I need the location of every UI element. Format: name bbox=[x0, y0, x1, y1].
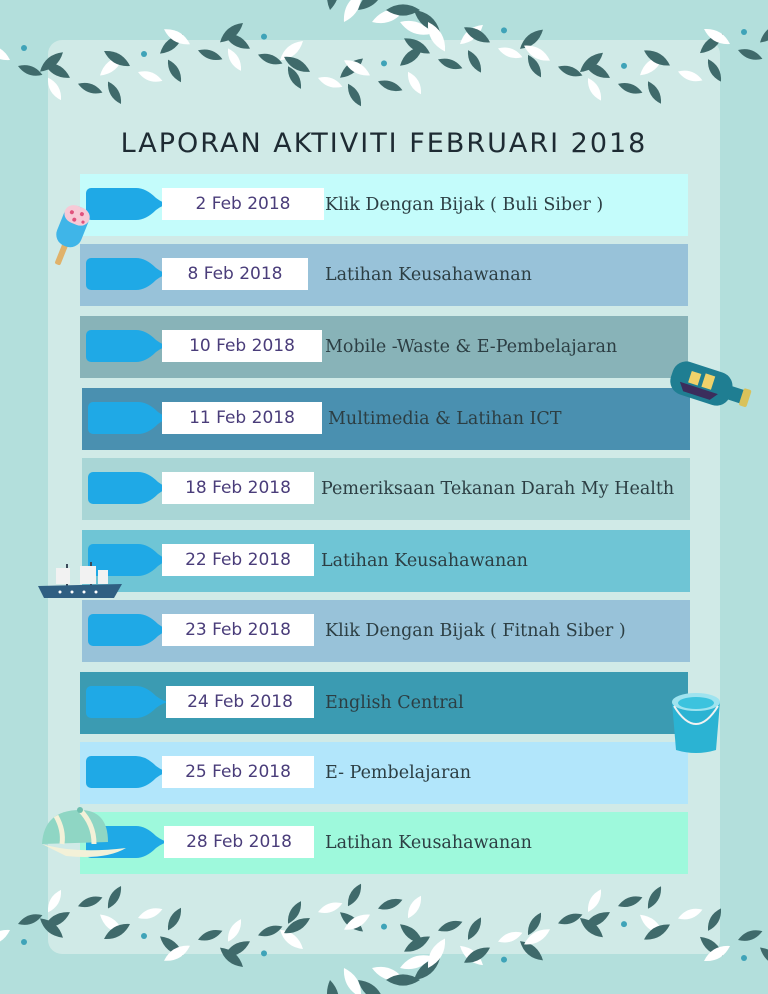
ship-icon bbox=[36, 560, 128, 604]
activity-date: 8 Feb 2018 bbox=[162, 258, 308, 290]
row-tab bbox=[88, 614, 138, 646]
activity-date: 2 Feb 2018 bbox=[162, 188, 324, 220]
row-tab bbox=[86, 686, 136, 718]
activity-name: Klik Dengan Bijak ( Buli Siber ) bbox=[325, 195, 604, 215]
activity-name: Latihan Keusahawanan bbox=[325, 265, 532, 285]
activity-name: Pemeriksaan Tekanan Darah My Health bbox=[321, 479, 675, 499]
activity-row bbox=[82, 600, 690, 662]
activity-name: English Central bbox=[325, 693, 464, 713]
activity-date: 25 Feb 2018 bbox=[162, 756, 314, 788]
row-tab bbox=[88, 472, 138, 504]
activity-date: 23 Feb 2018 bbox=[162, 614, 314, 646]
activity-row bbox=[80, 742, 688, 804]
activity-name: E- Pembelajaran bbox=[325, 763, 472, 783]
leaf-garland-bottom bbox=[0, 870, 768, 994]
activity-row bbox=[80, 316, 688, 378]
ice-cream-icon bbox=[44, 200, 100, 272]
activity-date: 24 Feb 2018 bbox=[166, 686, 314, 718]
activity-row bbox=[80, 672, 688, 734]
ship-in-bottle-icon bbox=[664, 355, 754, 417]
activity-name: Latihan Keusahawanan bbox=[321, 551, 528, 571]
activity-row bbox=[80, 244, 688, 306]
activity-row bbox=[82, 388, 690, 450]
activity-date: 11 Feb 2018 bbox=[162, 402, 322, 434]
bucket-icon bbox=[668, 686, 724, 756]
activity-date: 10 Feb 2018 bbox=[162, 330, 322, 362]
activity-date: 28 Feb 2018 bbox=[164, 826, 314, 858]
row-tab bbox=[88, 402, 138, 434]
activity-row bbox=[80, 812, 688, 874]
activity-row bbox=[82, 458, 690, 520]
activity-name: Latihan Keusahawanan bbox=[325, 833, 532, 853]
row-tab bbox=[86, 330, 136, 362]
activity-date: 22 Feb 2018 bbox=[162, 544, 314, 576]
activity-name: Multimedia & Latihan ICT bbox=[328, 409, 562, 429]
activity-name: Mobile -Waste & E-Pembelajaran bbox=[325, 337, 618, 357]
activity-date: 18 Feb 2018 bbox=[162, 472, 314, 504]
activity-name: Klik Dengan Bijak ( Fitnah Siber ) bbox=[325, 621, 626, 641]
leaf-garland-top bbox=[0, 0, 768, 120]
page-title: LAPORAN AKTIVITI FEBRUARI 2018 bbox=[120, 128, 648, 159]
cap-icon bbox=[36, 804, 132, 864]
activity-row bbox=[80, 174, 688, 236]
row-tab bbox=[86, 756, 136, 788]
activity-row bbox=[82, 530, 690, 592]
